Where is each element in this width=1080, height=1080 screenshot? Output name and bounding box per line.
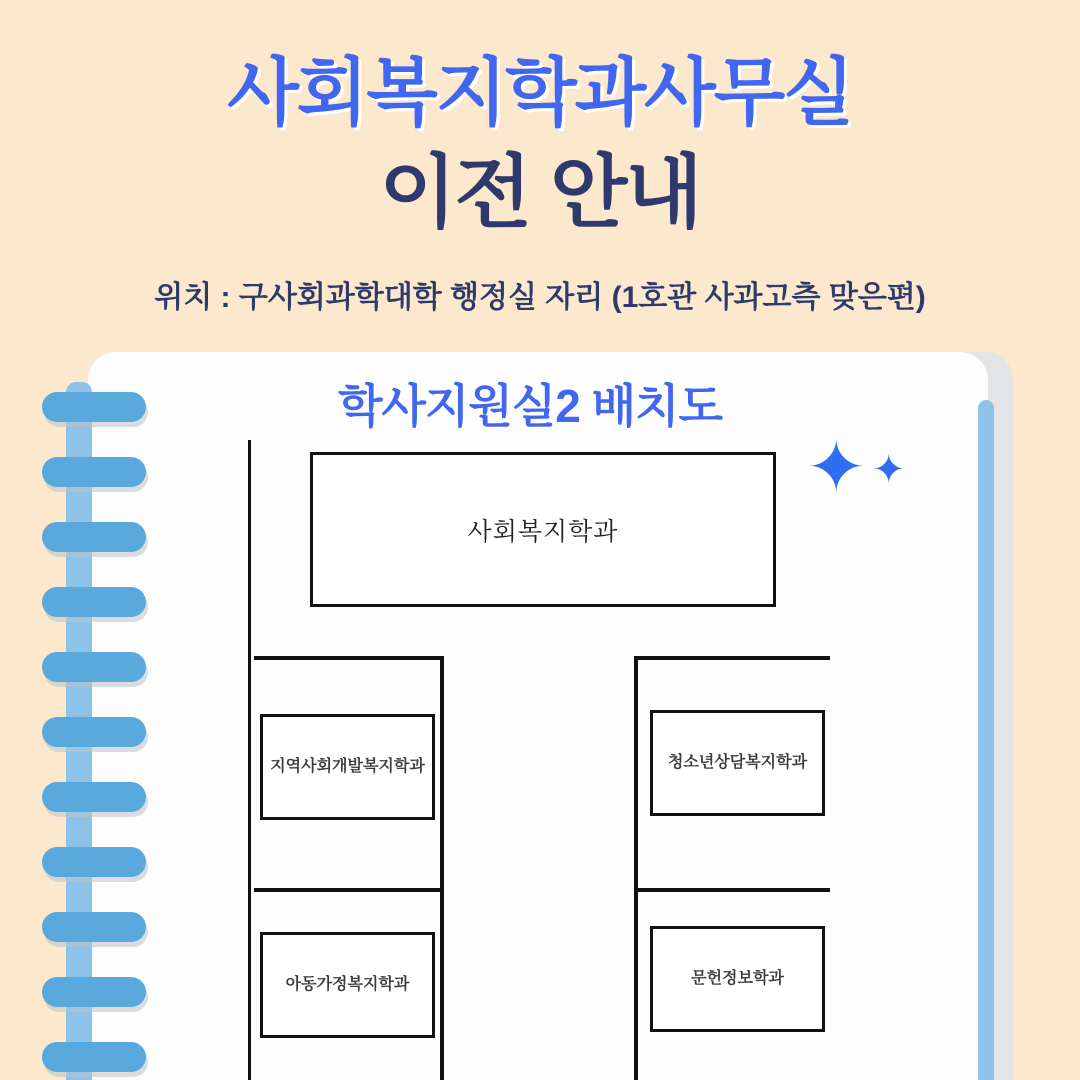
page-title: 사회복지학과사무실: [227, 51, 853, 134]
floorplan-outer-wall: [248, 440, 251, 1080]
room-left-upper: 지역사회개발복지학과: [260, 714, 435, 820]
spiral-ring-icon: [42, 912, 146, 942]
spiral-ring-icon: [42, 977, 146, 1007]
wall-left-middle: [254, 888, 444, 892]
spiral-ring-icon: [42, 782, 146, 812]
spiral-ring-icon: [42, 457, 146, 487]
location-note: 위치 : 구사회과학대학 행정실 자리 (1호관 사과고측 맞은편): [154, 281, 926, 314]
wall-right-vertical: [634, 656, 638, 1080]
wall-right-middle: [634, 888, 830, 892]
floorplan: [248, 440, 838, 1080]
wall-left-vertical: [440, 656, 444, 1080]
wall-left-top: [254, 656, 444, 660]
room-left-lower: 아동가정복지학과: [260, 932, 435, 1038]
spiral-ring-icon: [42, 392, 146, 422]
page-subtitle: 이전 안내: [379, 148, 701, 237]
diagram-title: 학사지원실2 배치도: [338, 380, 722, 432]
room-social-welfare: 사회복지학과: [310, 452, 776, 607]
sparkle-icon: ✦: [872, 448, 906, 492]
room-right-lower: 문헌정보학과: [650, 926, 825, 1032]
spiral-ring-icon: [42, 587, 146, 617]
spiral-ring-icon: [42, 717, 146, 747]
room-right-upper: 청소년상담복지학과: [650, 710, 825, 816]
spiral-ring-icon: [42, 847, 146, 877]
spiral-ring-icon: [42, 1042, 146, 1072]
wall-right-top: [634, 656, 830, 660]
spiral-ring-icon: [42, 652, 146, 682]
sparkle-icon: ✦: [806, 428, 867, 508]
spiral-ring-icon: [42, 522, 146, 552]
notebook-edge: [978, 400, 994, 1080]
